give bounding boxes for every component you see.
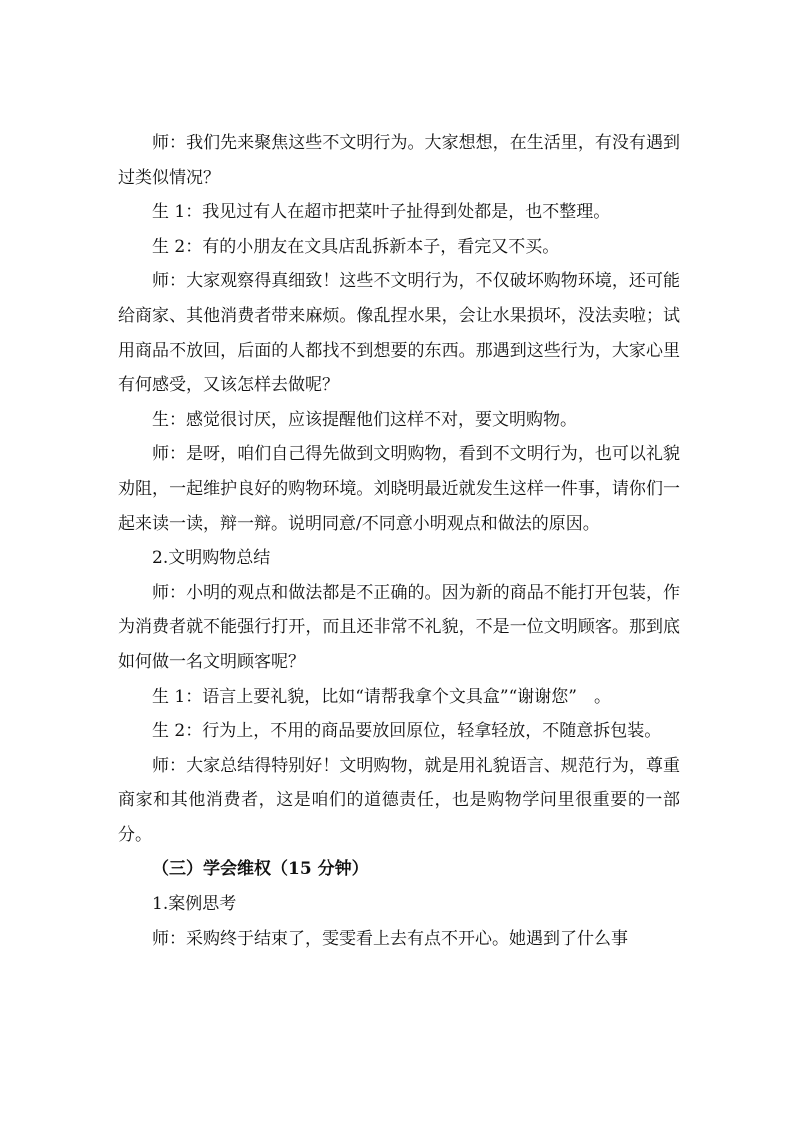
student-1-summary: 生 1：语言上要礼貌，比如“请帮我拿个文具盒”“谢谢您” 。 bbox=[152, 686, 611, 707]
student-2-summary: 生 2：行为上，不用的商品要放回原位，轻拿轻放，不随意拆包装。 bbox=[152, 721, 662, 742]
student-answer: 生：感觉很讨厌，应该提醒他们这样不对，要文明购物。 bbox=[152, 409, 577, 430]
teacher-conclusion: 师：大家总结得特别好！文明购物，就是用礼貌语言、规范行为，尊重商家和其他消费者，这是咱们的道德责任，也是购物学问里很重要的一部分。 bbox=[118, 755, 680, 845]
subsection-heading-case: 1.案例思考 bbox=[152, 894, 237, 915]
teacher-response-paragraph: 师：大家观察得真细致！这些不文明行为，不仅破坏购物环境，还可能给商家、其他消费者带来麻烦。像乱捏水果，会让水果损坏，没法卖啦；试用商品不放回，后面的人都找不到想要的东西。那遇到这些行为，大家心里有何感受，又该怎样去做呢？ bbox=[118, 271, 680, 396]
student-2-answer: 生 2：有的小朋友在文具店乱拆新本子，看完又不买。 bbox=[152, 236, 560, 257]
section-heading-rights: （三）学会维权（15 分钟） bbox=[152, 859, 369, 880]
teacher-summary-question: 师：小明的观点和做法都是不正确的。因为新的商品不能打开包装，作为消费者就不能强行打开，而且还非常不礼貌，不是一位文明顾客。那到底如何做一名文明顾客呢？ bbox=[118, 582, 680, 672]
document-page bbox=[118, 126, 680, 956]
teacher-case-intro: 师：采购终于结束了，雯雯看上去有点不开心。她遇到了什么事 bbox=[152, 928, 628, 949]
teacher-guidance-paragraph: 师：是呀，咱们自己得先做到文明购物，看到不文明行为，也可以礼貌劝阻，一起维护良好的购物环境。刘晓明最近就发生这样一件事，请你们一起来读一读，辩一辩。说明同意/不同意小明观点和做法的原因。 bbox=[118, 444, 680, 534]
teacher-question-paragraph: 师：我们先来聚焦这些不文明行为。大家想想，在生活里，有没有遇到过类似情况？ bbox=[118, 133, 680, 188]
subsection-heading-summary: 2.文明购物总结 bbox=[152, 548, 271, 569]
student-1-answer: 生 1：我见过有人在超市把菜叶子扯得到处都是，也不整理。 bbox=[152, 202, 611, 223]
